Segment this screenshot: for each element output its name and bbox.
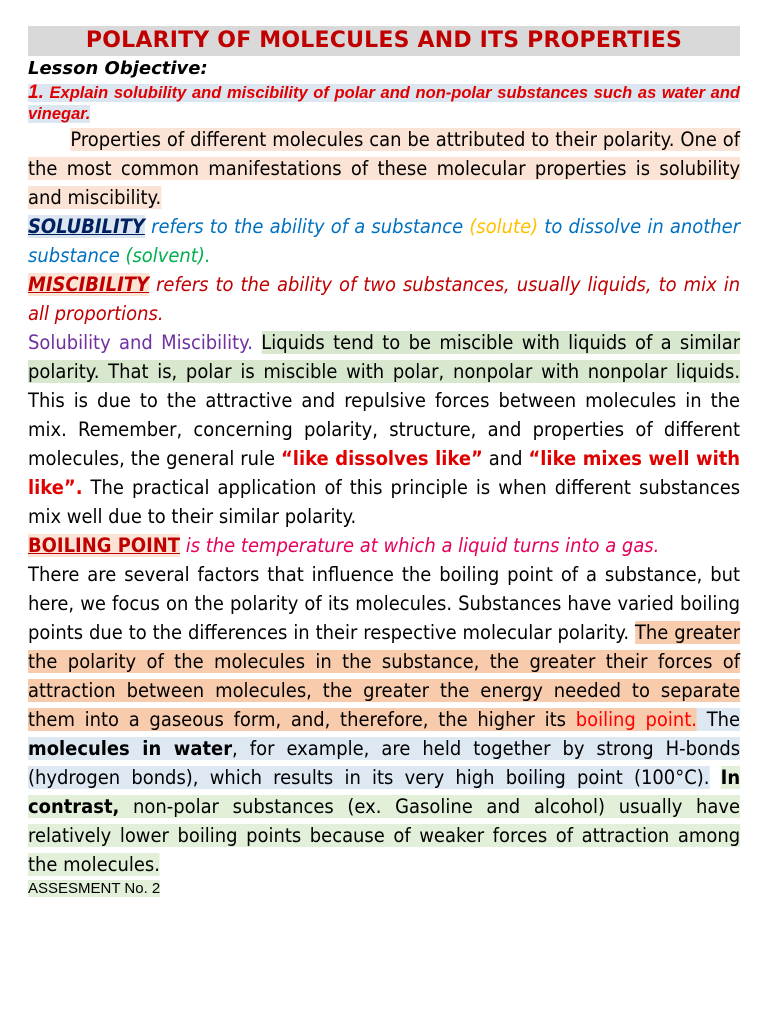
miscibility-definition bbox=[28, 270, 740, 328]
document-body bbox=[28, 125, 740, 879]
water-text: , for example, are held together by strong H-bonds (hydrogen bonds), which results in its very high boiling point (100°C). bbox=[28, 737, 741, 789]
bp-highlight-text: The greater the polarity of the molecules in the substance, the greater their forces of attraction between molecules, the greater the energy needed to separate them into a gaseous form, and, therefore, the higher its bbox=[28, 621, 741, 731]
solubility-term: SOLUBILITY bbox=[28, 215, 145, 238]
sol-misc-heading: Solubility and Miscibility. bbox=[28, 331, 253, 354]
sol-misc-highlight: Liquids tend to be miscible with liquids of a similar polarity. That is, polar is miscible with polar, nonpolar with nonpolar liquids. bbox=[28, 331, 741, 383]
bp-the: The bbox=[696, 708, 741, 731]
solubility-def-b: to dissolve in another substance bbox=[28, 215, 741, 267]
rule-like-mixes: “like mixes well with like”. bbox=[28, 447, 741, 499]
contrast-bold: In contrast, bbox=[28, 766, 741, 818]
objective-number: 1. bbox=[28, 82, 44, 103]
rule-like-dissolves: “like dissolves like” bbox=[281, 447, 483, 470]
bp-text-a: There are several factors that influence the boiling point of a substance, but here, we focus on the polarity of its molecules. Substances have varied boiling points due to the differences in their respective molecular polarity. bbox=[28, 563, 741, 644]
boiling-point-term: BOILING POINT bbox=[28, 534, 181, 557]
boiling-point-def: is the temperature at which a liquid turns into a gas. bbox=[180, 534, 660, 557]
boiling-point-paragraph bbox=[28, 560, 740, 879]
lesson-objective-label: Lesson Objective: bbox=[28, 58, 208, 79]
contrast-text: non-polar substances (ex. Gasoline and alcohol) usually have relatively lower boiling points because of weaker forces of attraction among the molecules. bbox=[28, 795, 741, 876]
lesson-objective bbox=[28, 82, 740, 125]
solvent-label: (solvent). bbox=[125, 244, 211, 267]
miscibility-def: refers to the ability of two substances, usually liquids, to mix in all proportions. bbox=[28, 273, 741, 325]
solubility-def-a: refers to the ability of a substance bbox=[144, 215, 470, 238]
bp-word: boiling point. bbox=[575, 708, 697, 731]
intro-text: Properties of different molecules can be attributed to their polarity. One of the most common manifestations of these molecular properties is solubility and miscibility. bbox=[28, 128, 741, 209]
sol-misc-text-a: This is due to the attractive and repulsive forces between molecules in the mix. Remember, concerning polarity, structure, and properties of different molecules, the general rule bbox=[28, 389, 741, 470]
assessment-label bbox=[28, 879, 740, 899]
solubility-miscibility-paragraph bbox=[28, 328, 740, 531]
intro-paragraph bbox=[28, 125, 740, 212]
sol-misc-text-b: The practical application of this principle is when different substances mix well due to their similar polarity. bbox=[28, 476, 741, 528]
objective-text: Explain solubility and miscibility of polar and non-polar substances such as water and vinegar. bbox=[28, 84, 740, 123]
rule-and: and bbox=[482, 447, 529, 470]
solute-label: (solute) bbox=[469, 215, 539, 238]
bp-space bbox=[709, 766, 720, 789]
miscibility-term: MISCIBILITY bbox=[28, 273, 149, 296]
document-page bbox=[28, 26, 740, 899]
assessment-text: ASSESMENT No. 2 bbox=[28, 880, 161, 897]
page-title: POLARITY OF MOLECULES AND ITS PROPERTIES bbox=[28, 26, 740, 56]
boiling-point-definition bbox=[28, 531, 740, 560]
water-bold: molecules in water bbox=[28, 737, 233, 760]
solubility-definition bbox=[28, 212, 740, 270]
